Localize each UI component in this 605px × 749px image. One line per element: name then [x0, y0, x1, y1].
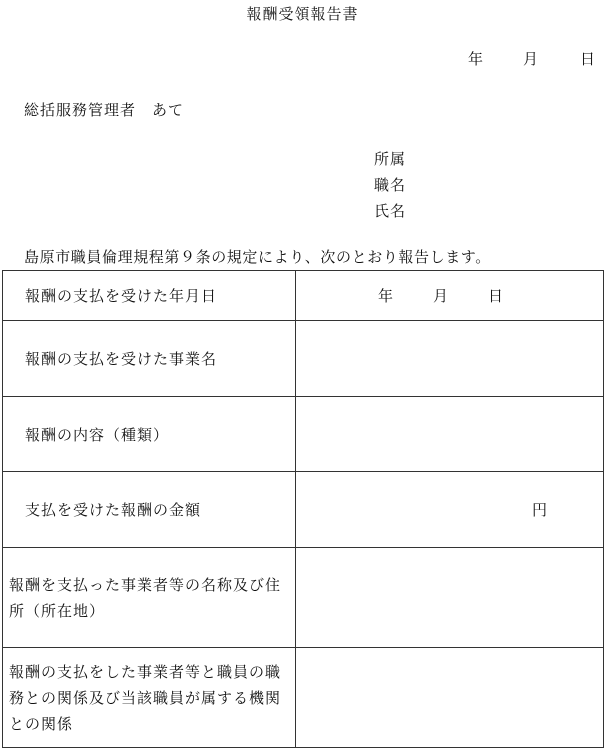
date-day-label: 日 — [580, 50, 596, 68]
table-row — [3, 397, 604, 472]
sender-name-label: 氏名 — [374, 202, 407, 220]
relationship-value-cell[interactable] — [296, 648, 604, 748]
sender-position-label: 職名 — [374, 176, 407, 194]
report-table — [2, 270, 604, 748]
payment-month-label: 月 — [433, 287, 449, 305]
payment-amount-value-cell[interactable] — [296, 472, 604, 548]
addressee: 総括服務管理者 あて — [24, 101, 185, 119]
report-statement: 島原市職員倫理規程第９条の規定により、次のとおり報告します。 — [24, 248, 491, 266]
row-label-cell — [3, 321, 296, 397]
business-name-value-cell[interactable] — [296, 321, 604, 397]
payment-date-value-cell[interactable] — [296, 271, 604, 321]
relationship-label: 報酬の支払をした事業者等と職員の職務との関係及び当該職員が属する機関との関係 — [9, 662, 282, 733]
sender-affiliation-label: 所属 — [374, 150, 407, 168]
row-label-cell — [3, 397, 296, 472]
table-row — [3, 271, 604, 321]
payment-content-label: 報酬の内容（種類） — [25, 425, 170, 444]
row-label-cell — [3, 548, 296, 648]
yen-unit-label: 円 — [532, 501, 548, 519]
row-label-cell — [3, 271, 296, 321]
table-row — [3, 648, 604, 748]
table-row — [3, 472, 604, 548]
payment-day-label: 日 — [488, 287, 504, 305]
date-year-label: 年 — [468, 50, 484, 68]
payer-name-address-value-cell[interactable] — [296, 548, 604, 648]
date-month-label: 月 — [523, 50, 539, 68]
business-name-label: 報酬の支払を受けた事業名 — [25, 350, 218, 368]
report-date-line — [468, 48, 595, 69]
row-label-cell — [3, 472, 296, 548]
payment-year-label: 年 — [378, 287, 394, 305]
table-row — [3, 321, 604, 397]
row-label-cell — [3, 648, 296, 748]
table-row — [3, 548, 604, 648]
document-title: 報酬受領報告書 — [246, 5, 359, 23]
payment-content-value-cell[interactable] — [296, 397, 604, 472]
payment-date-label: 報酬の支払を受けた年月日 — [25, 287, 218, 305]
payer-name-address-label: 報酬を支払った事業者等の名称及び住所（所在地） — [9, 575, 282, 620]
payment-amount-label: 支払を受けた報酬の金額 — [25, 501, 202, 519]
